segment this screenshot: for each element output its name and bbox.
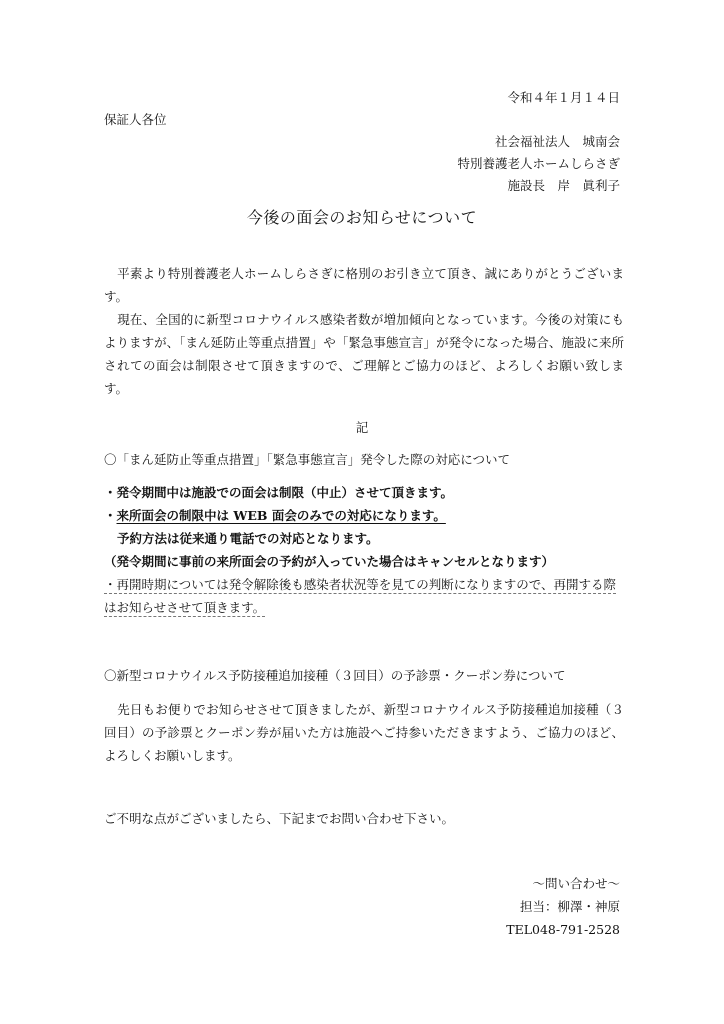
ki-heading: 記 [355,420,369,435]
document-title: 今後の面会のお知らせについて [246,208,478,227]
document-date: 令和４年１月１４日 [507,90,620,105]
section1-item-1: ・発令期間中は施設での面会は制限（中止）させて頂きます。 [104,485,454,500]
section1-note: （発令期間に事前の来所面会の予約が入っていた場合はキャンセルとなります） [104,554,555,569]
section1-item-2-cont [104,527,624,550]
section1-heading: 〇「まん延防止等重点措置」「緊急事態宣言」発令した際の対応について [104,452,511,467]
section2-paragraph [104,698,624,767]
section1-item-2-bullet: ・ [104,508,117,523]
recipient: 保証人各位 [104,112,167,127]
sender-org: 社会福祉法人 城南会 [494,134,620,149]
section1-list [104,481,624,619]
section1-item-3-line2 [104,596,624,619]
intro-text-2: 現在、全国的に新型コロナウイルス感染者数が増加傾向となっています。今後の対策にもよりますが、「まん延防止等重点措置」や「緊急事態宣言」が発令になった場合、施設に来所されての面会は制限させて頂きますので、ご理解とご協力のほど、よろしくお願い致します。 [104,312,624,396]
section1-item-3-text-2: はお知らせさせて頂きます。 [104,600,266,615]
section1-item-3-line1 [104,573,624,596]
section1-item-2-cont-text: 予約方法は従来通り電話での対応となります。 [117,531,379,546]
sender-director: 施設長 岸 眞利子 [507,178,620,193]
section2-heading: 〇新型コロナウイルス予防接種追加接種（３回目）の予診票・クーポン券について [104,668,566,683]
intro-paragraph-1 [104,262,624,308]
contact-tel: TEL048-791-2528 [506,922,620,937]
contact-person: 担当：柳澤・神原 [519,899,620,914]
contact-heading: ～問い合わせ～ [532,876,620,891]
intro-text-1: 平素より特別養護老人ホームしらさぎに格別のお引き立て頂き、誠にありがとうございます。 [104,266,624,304]
section1-item-2-text: 来所面会の制限中は WEB 面会のみでの対応になります。 [116,508,446,523]
section1-item-2 [104,504,624,527]
section1-item-3-text-1: ・再開時期については発令解除後も感染者状況等を見ての判断になりますので、再開する際 [104,577,617,592]
closing-text: ご不明な点がございましたら、下記までお問い合わせ下さい。 [104,811,455,826]
intro-paragraph-2 [104,308,624,400]
sender-facility: 特別養護老人ホームしらさぎ [457,156,620,171]
section2-text: 先日もお便りでお知らせさせて頂きましたが、新型コロナウイルス予防接種追加接種（３回目）の予診票とクーポン券が届いた方は施設へご持参いただきますよう、ご協力のほど、よろしくお願いします。 [104,702,624,763]
